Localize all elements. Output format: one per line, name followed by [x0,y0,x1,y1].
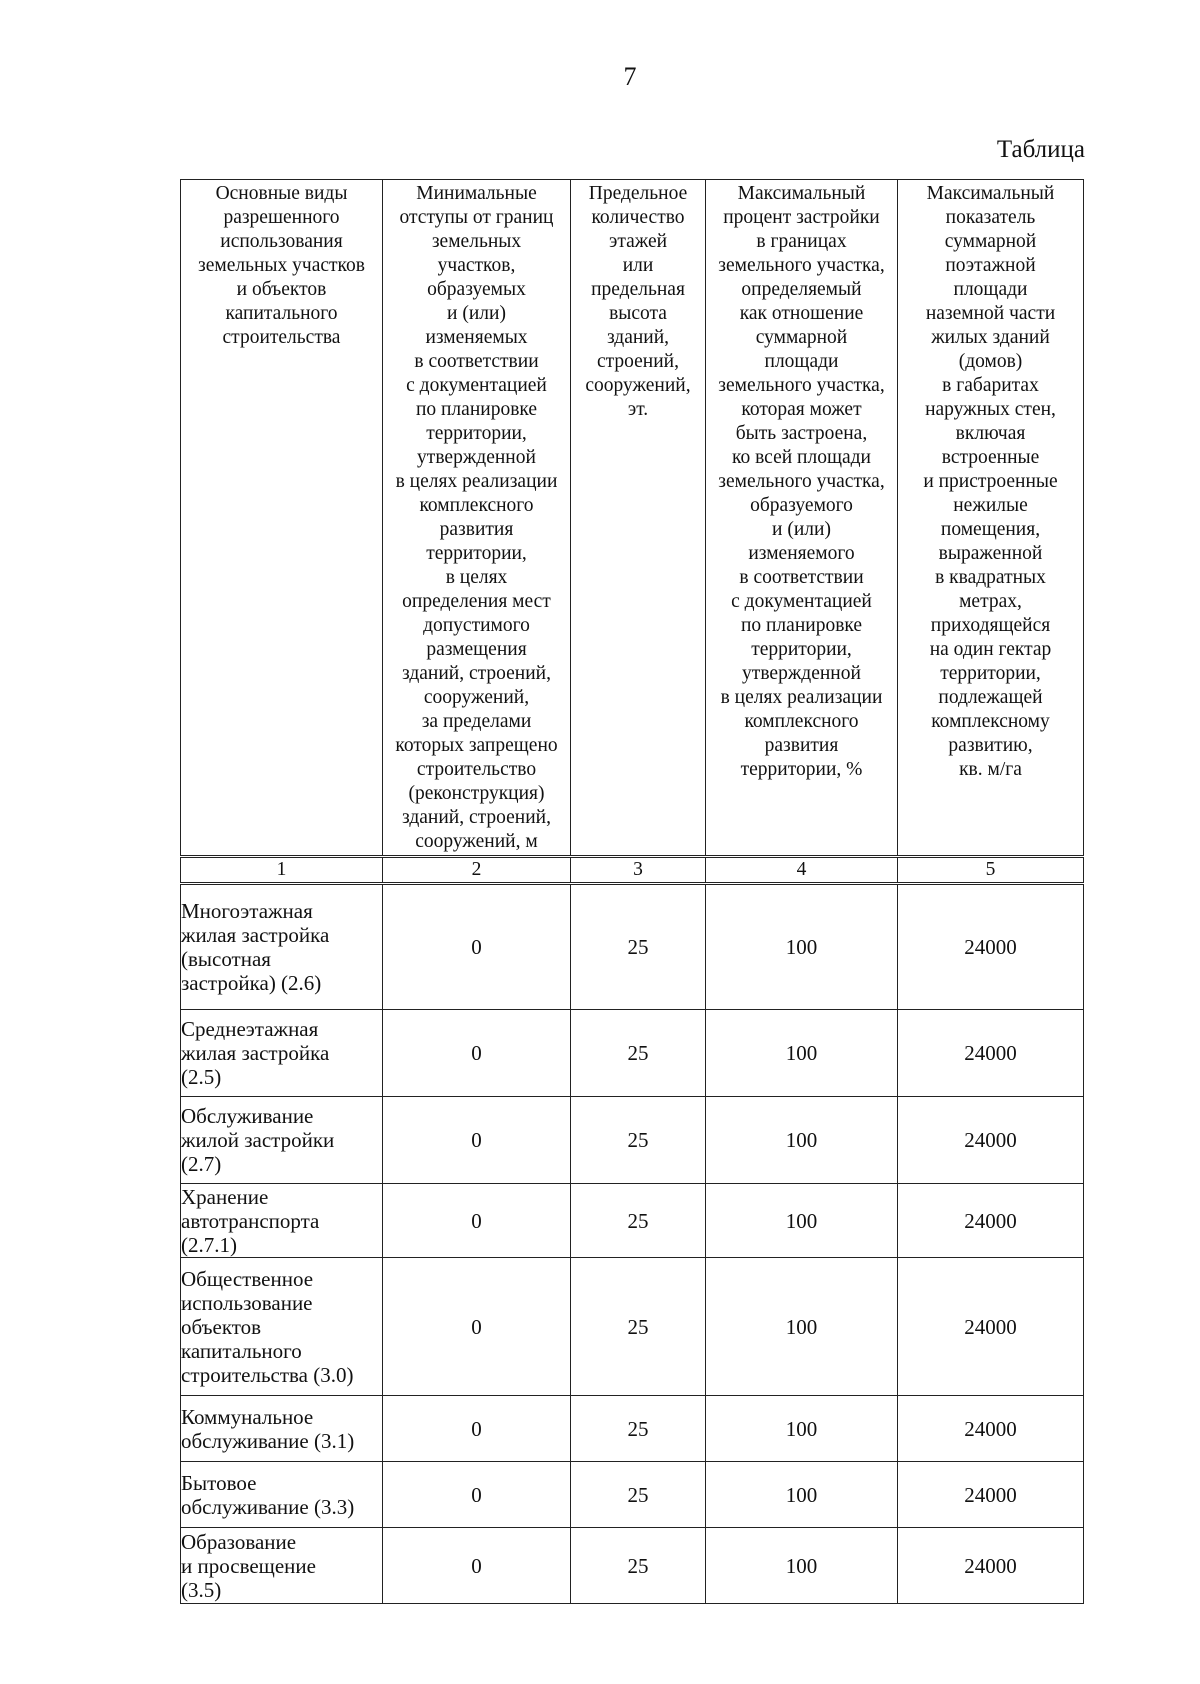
header-line: земельных [431,231,522,252]
column-number: 4 [706,857,898,884]
header-line: территории, [940,663,1041,684]
header-line: развития [439,519,514,540]
header-line: территории, [426,543,527,564]
header-line: количество [591,207,685,228]
header-line: сооружений, м [415,831,538,852]
column-number-row [181,857,1084,884]
header-line: площади [953,279,1028,300]
use-type-line: Обслуживание [181,1104,314,1128]
header-line: и (или) [772,519,831,540]
header-cell-max-floor-area [898,180,1084,857]
use-type-line: капитального [181,1338,302,1363]
use-type-line: (3.5) [181,1577,222,1602]
header-line: (реконструкция) [408,783,545,804]
floor-area-cell: 24000 [898,1462,1084,1528]
header-line: зданий, строений, [402,663,551,684]
header-line: определения мест [402,591,551,612]
use-type-cell [181,1258,383,1396]
setback-cell: 0 [383,1528,571,1604]
header-row [181,180,1084,857]
floors-cell: 25 [571,1184,706,1258]
header-line: помещения, [940,519,1041,540]
floor-area-cell: 24000 [898,1528,1084,1604]
header-line: территории, [751,639,852,660]
header-line: зданий, [606,327,670,348]
header-line: зданий, строений, [402,807,551,828]
header-line: территории, [426,423,527,444]
header-line: за пределами [421,711,532,732]
header-line: разрешенного [223,207,340,228]
use-type-line: обслуживание (3.3) [181,1494,355,1519]
header-line: в границах [756,231,847,252]
use-type-cell [181,1184,383,1258]
header-line: метрах, [959,591,1022,612]
floor-area-cell: 24000 [898,1010,1084,1097]
use-type-line: жилая застройка [181,1041,330,1065]
header-line: суммарной [944,231,1037,252]
table-row [181,1396,1084,1462]
header-line: утвержденной [417,447,536,468]
header-line: которых запрещено [395,735,558,756]
header-line: Максимальный [926,183,1055,204]
floors-cell: 25 [571,1010,706,1097]
table-caption: Таблица [996,136,1085,163]
header-line: наземной части [925,303,1056,324]
header-line: быть застроена, [735,423,868,444]
header-line: в квадратных [935,567,1046,588]
percent-cell: 100 [706,1010,898,1097]
header-line: приходящейся [930,615,1051,636]
use-type-line: строительства (3.0) [181,1362,354,1387]
header-line: размещения [426,639,527,660]
header-line: по планировке [415,399,538,420]
use-type-line: Общественное [181,1266,314,1291]
header-line: определяемый [741,279,862,300]
use-type-line: Бытовое [181,1470,257,1495]
header-line: в целях [445,567,508,588]
floors-cell: 25 [571,1462,706,1528]
percent-cell: 100 [706,1097,898,1184]
header-line: комплексному [931,711,1050,732]
use-type-line: застройка) (2.6) [181,971,322,995]
header-line: отступы от границ [399,207,554,228]
header-line: в соответствии [739,567,864,588]
use-type-line: и просвещение [181,1553,316,1578]
column-number: 5 [898,857,1084,884]
zoning-parameters-table [180,179,1084,1604]
header-line: с документацией [406,375,547,396]
setback-cell: 0 [383,1184,571,1258]
header-line: строительство [416,759,537,780]
header-line: кв. м/га [959,759,1022,780]
header-line: комплексного [419,495,534,516]
table-row [181,1097,1084,1184]
floors-cell: 25 [571,1396,706,1462]
header-line: территории, % [740,759,863,780]
table-row [181,1010,1084,1097]
setback-cell: 0 [383,884,571,1010]
header-line: в целях реализации [720,687,883,708]
page-number: 7 [623,62,637,91]
header-line: поэтажной [945,255,1036,276]
header-line: выраженной [938,543,1043,564]
header-line: в соответствии [414,351,539,372]
use-type-line: автотранспорта [181,1208,320,1233]
header-line: или [622,255,654,276]
setback-cell: 0 [383,1097,571,1184]
header-line: ко всей площади [731,447,871,468]
header-line: в целях реализации [395,471,558,492]
floors-cell: 25 [571,1528,706,1604]
header-line: изменяемого [748,543,855,564]
header-line: и объектов [236,279,327,300]
percent-cell: 100 [706,1258,898,1396]
header-line: нежилые [953,495,1028,516]
header-line: земельных участков [198,255,365,276]
header-line: наружных стен, [925,399,1056,420]
header-line: Основные виды [215,183,348,204]
header-line: земельного участка, [718,255,885,276]
header-line: в габаритах [942,375,1039,396]
use-type-line: Коммунальное [181,1404,314,1429]
header-line: по планировке [740,615,863,636]
floors-cell: 25 [571,884,706,1010]
header-line: образуемых [427,279,526,300]
use-type-cell [181,1010,383,1097]
header-line: развития [764,735,839,756]
percent-cell: 100 [706,1396,898,1462]
header-cell-min-setbacks [383,180,571,857]
table-row [181,884,1084,1010]
floor-area-cell: 24000 [898,1396,1084,1462]
floor-area-cell: 24000 [898,884,1084,1010]
header-line: на один гектар [929,639,1052,660]
header-line: встроенные [941,447,1040,468]
use-type-line: объектов [181,1314,262,1339]
header-line: площади [764,351,839,372]
header-line: сооружений, [585,375,691,396]
floor-area-cell: 24000 [898,1258,1084,1396]
header-line: утвержденной [742,663,861,684]
header-line: процент застройки [723,207,880,228]
header-line: использования [220,231,343,252]
table-row [181,1462,1084,1528]
header-line: которая может [741,399,862,420]
header-line: Предельное [588,183,688,204]
use-type-line: (высотная [181,947,271,971]
header-line: и пристроенные [923,471,1058,492]
header-line: показатель [945,207,1036,228]
percent-cell: 100 [706,884,898,1010]
header-cell-use-types [181,180,383,857]
header-line: как отношение [739,303,864,324]
floors-cell: 25 [571,1097,706,1184]
header-line: Максимальный [737,183,866,204]
header-line: высота [609,303,667,324]
setback-cell: 0 [383,1462,571,1528]
header-line: изменяемых [425,327,528,348]
header-line: и (или) [447,303,506,324]
setback-cell: 0 [383,1396,571,1462]
setback-cell: 0 [383,1010,571,1097]
header-line: суммарной [755,327,848,348]
use-type-line: Многоэтажная [181,899,313,923]
header-line: (домов) [958,351,1023,372]
column-number: 1 [181,857,383,884]
header-line: строительства [222,327,341,348]
use-type-cell [181,1396,383,1462]
floors-cell: 25 [571,1258,706,1396]
use-type-cell [181,1528,383,1604]
header-line: этажей [608,231,668,252]
percent-cell: 100 [706,1462,898,1528]
use-type-line: обслуживание (3.1) [181,1428,355,1453]
table-row [181,1184,1084,1258]
header-line: участков, [437,255,516,276]
setback-cell: 0 [383,1258,571,1396]
header-line: земельного участка, [718,375,885,396]
header-line: капитального [225,303,338,324]
use-type-line: жилая застройка [181,923,330,947]
header-line: подлежащей [938,687,1043,708]
use-type-line: (2.5) [181,1065,222,1089]
use-type-line: Образование [181,1529,297,1554]
header-line: комплексного [744,711,859,732]
column-number: 3 [571,857,706,884]
percent-cell: 100 [706,1184,898,1258]
column-number: 2 [383,857,571,884]
header-cell-max-build-percent [706,180,898,857]
header-line: жилых зданий [931,327,1050,348]
floor-area-cell: 24000 [898,1097,1084,1184]
header-line: с документацией [731,591,872,612]
use-type-cell [181,1462,383,1528]
header-line: строений, [597,351,679,372]
table-row [181,1258,1084,1396]
header-line: развитию, [948,735,1033,756]
use-type-cell [181,1097,383,1184]
header-cell-max-floors [571,180,706,857]
use-type-line: жилой застройки [181,1128,335,1152]
percent-cell: 100 [706,1528,898,1604]
table-row [181,1528,1084,1604]
use-type-line: (2.7) [181,1152,222,1176]
use-type-line: использование [181,1290,313,1315]
header-line: Минимальные [416,183,537,204]
header-line: предельная [591,279,685,300]
header-line: включая [955,423,1026,444]
floor-area-cell: 24000 [898,1184,1084,1258]
header-line: образуемого [750,495,853,516]
use-type-cell [181,884,383,1010]
use-type-line: Хранение [181,1184,269,1209]
header-line: земельного участка, [718,471,885,492]
header-line: допустимого [423,615,530,636]
use-type-line: Среднеэтажная [181,1017,319,1041]
header-line: сооружений, [423,687,530,708]
use-type-line: (2.7.1) [181,1232,237,1257]
header-line: эт. [627,399,649,420]
